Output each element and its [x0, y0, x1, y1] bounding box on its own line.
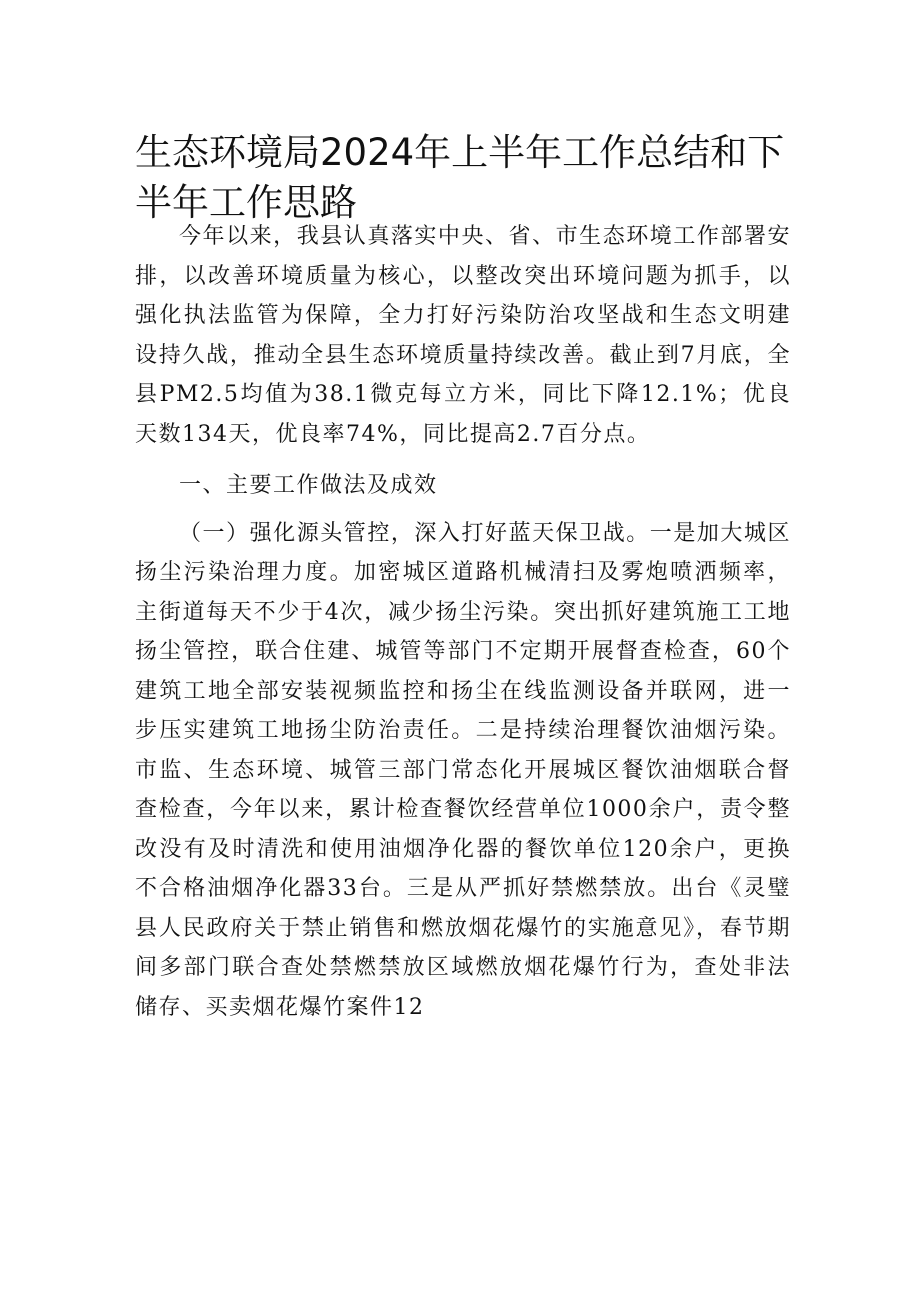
intro-paragraph: 今年以来，我县认真落实中央、省、市生态环境工作部署安排，以改善环境质量为核心，以整改突出环境问题为抓手，以强化执法监管为保障，全力打好污染防治攻坚战和生态文明建设持久战，推动全县生态环境质量持续改善。截止到7月底，全县PM2.5均值为38.1微克每立方米，同比下降12.1%；优良天数134天，优良率74%，同比提高2.7百分点。 — [135, 224, 791, 447]
section-heading: 一、主要工作做法及成效 — [179, 473, 438, 498]
document-title: 生态环境局2024年上半年工作总结和下半年工作思路 — [135, 131, 785, 224]
document-body — [135, 217, 791, 1027]
section-paragraph: （一）强化源头管控，深入打好蓝天保卫战。一是加大城区扬尘污染治理力度。加密城区道路机械清扫及雾炮喷洒频率，主街道每天不少于4次，减少扬尘污染。突出抓好建筑施工工地扬尘管控，联合住建、城管等部门不定期开展督查检查，60个建筑工地全部安装视频监控和扬尘在线监测设备并联网，进一步压实建筑工地扬尘防治责任。二是持续治理餐饮油烟污染。市监、生态环境、城管三部门常态化开展城区餐饮油烟联合督查检查，今年以来，累计检查餐饮经营单位1000余户，责令整改没有及时清洗和使用油烟净化器的餐饮单位120余户，更换不合格油烟净化器33台。三是从严抓好禁燃禁放。出台《灵璧县人民政府关于禁止销售和燃放烟花爆竹的实施意见》，春节期间多部门联合查处禁燃禁放区域燃放烟花爆竹行为，查处非法储存、买卖烟花爆竹案件12 — [135, 520, 791, 1020]
